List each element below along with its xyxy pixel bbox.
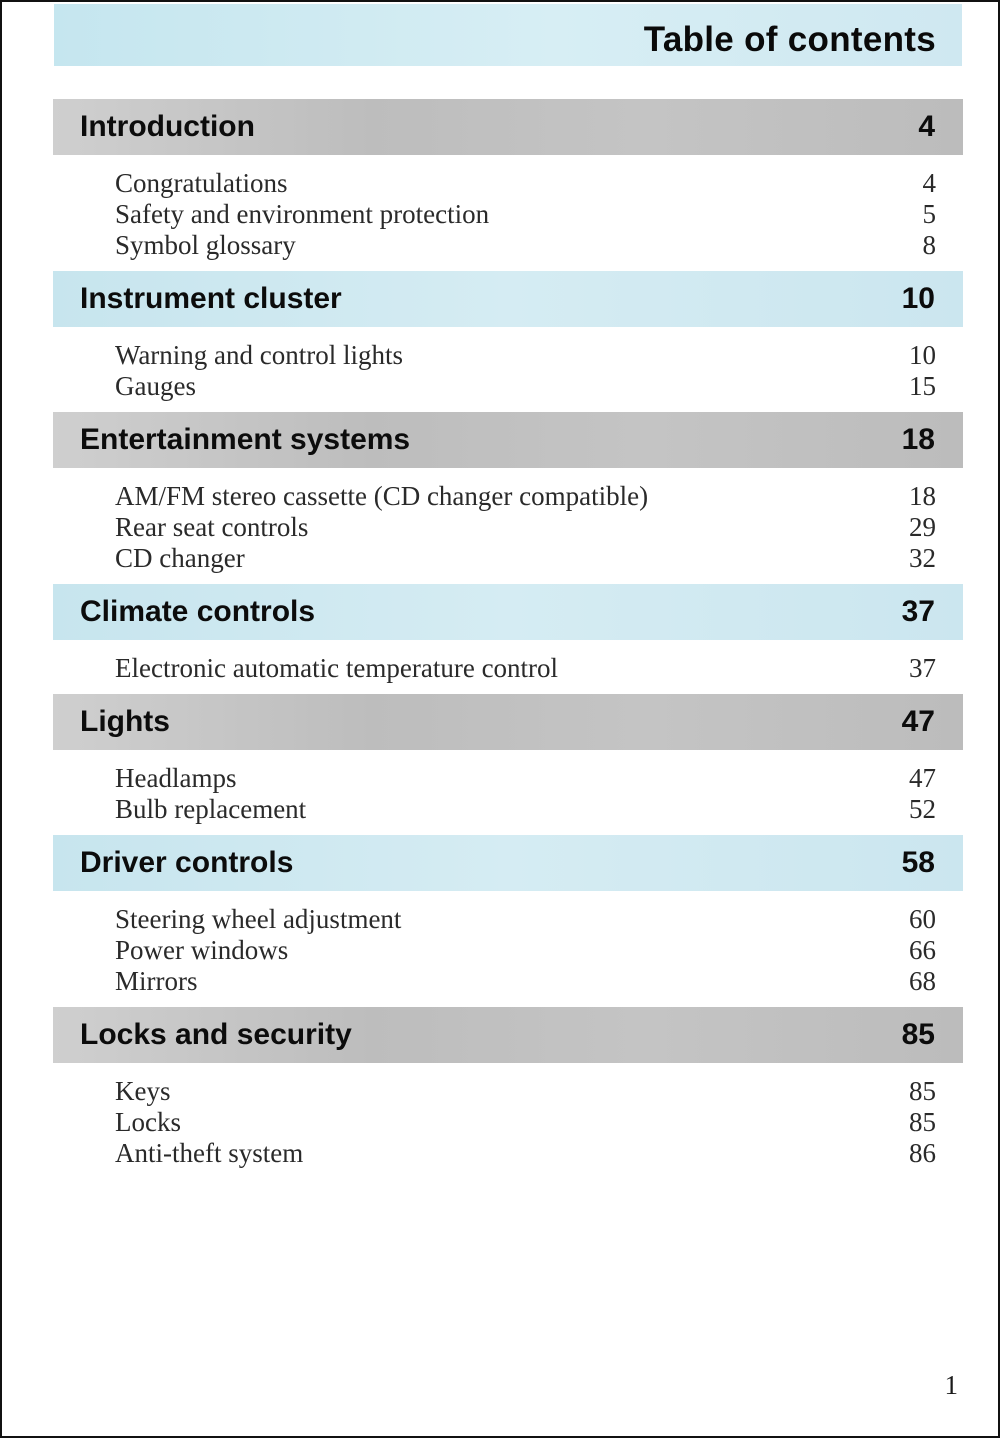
entry-title: Power windows (115, 935, 289, 965)
entry-title: Headlamps (115, 763, 237, 793)
section-title: Entertainment systems (80, 423, 411, 456)
entry-title: CD changer (115, 543, 245, 573)
entry-page-number: 60 (909, 904, 936, 934)
section-title: Lights (80, 705, 170, 738)
section-entries (0, 1063, 1000, 1179)
toc-entry[interactable] (115, 904, 936, 935)
entry-page-number: 85 (909, 1076, 936, 1106)
section-entries (0, 468, 1000, 584)
toc-entry[interactable] (115, 543, 936, 574)
entry-page-number: 52 (909, 794, 936, 824)
toc-entry[interactable] (115, 966, 936, 997)
section-title: Instrument cluster (80, 282, 342, 315)
entry-title: Keys (115, 1076, 171, 1106)
entry-page-number: 47 (909, 763, 936, 793)
entry-title: Locks (115, 1107, 181, 1137)
page-title: Table of contents (643, 20, 936, 59)
entry-title: AM/FM stereo cassette (CD changer compatible) (115, 481, 649, 511)
table-of-contents (0, 99, 1000, 1179)
entry-title: Congratulations (115, 168, 288, 198)
toc-entry[interactable] (115, 1076, 936, 1107)
entry-page-number: 15 (909, 371, 936, 401)
toc-entry[interactable] (115, 481, 936, 512)
toc-entry[interactable] (115, 794, 936, 825)
entry-page-number: 85 (909, 1107, 936, 1137)
toc-entry[interactable] (115, 653, 936, 684)
toc-entry[interactable] (115, 199, 936, 230)
entry-title: Symbol glossary (115, 230, 296, 260)
page-number: 1 (944, 1370, 958, 1400)
section-page-number: 18 (901, 423, 935, 456)
entry-title: Mirrors (115, 966, 198, 996)
section-page-number: 85 (901, 1018, 935, 1051)
toc-entry[interactable] (115, 168, 936, 199)
entry-title: Gauges (115, 371, 196, 401)
entry-page-number: 4 (922, 168, 936, 198)
section-page-number: 47 (901, 705, 935, 738)
section-title: Introduction (80, 110, 255, 143)
entry-page-number: 66 (909, 935, 936, 965)
entry-title: Steering wheel adjustment (115, 904, 402, 934)
entry-page-number: 29 (909, 512, 936, 542)
title-banner (54, 4, 962, 66)
entry-page-number: 10 (909, 340, 936, 370)
section-entries (0, 750, 1000, 835)
entry-page-number: 18 (909, 481, 936, 511)
section-entries (0, 891, 1000, 1007)
section-entries (0, 327, 1000, 412)
section-page-number: 4 (918, 110, 935, 143)
section-entries (0, 640, 1000, 694)
section-header[interactable] (53, 584, 963, 640)
section-page-number: 58 (901, 846, 935, 879)
section-title: Climate controls (80, 595, 316, 628)
section-title: Driver controls (80, 846, 294, 879)
entry-page-number: 5 (922, 199, 936, 229)
toc-entry[interactable] (115, 935, 936, 966)
section-entries (0, 155, 1000, 271)
entry-page-number: 86 (909, 1138, 936, 1168)
entry-page-number: 37 (909, 653, 936, 683)
section-header[interactable] (53, 694, 963, 750)
section-header[interactable] (53, 271, 963, 327)
entry-title: Electronic automatic temperature control (115, 653, 559, 683)
section-header[interactable] (53, 1007, 963, 1063)
entry-title: Anti-theft system (115, 1138, 304, 1168)
toc-entry[interactable] (115, 1138, 936, 1169)
toc-entry[interactable] (115, 340, 936, 371)
entry-title: Rear seat controls (115, 512, 309, 542)
toc-entry[interactable] (115, 1107, 936, 1138)
toc-entry[interactable] (115, 371, 936, 402)
section-header[interactable] (53, 835, 963, 891)
section-header[interactable] (53, 99, 963, 155)
toc-entry[interactable] (115, 512, 936, 543)
toc-entry[interactable] (115, 763, 936, 794)
section-page-number: 10 (901, 282, 935, 315)
section-title: Locks and security (80, 1018, 352, 1051)
entry-page-number: 32 (909, 543, 936, 573)
section-header[interactable] (53, 412, 963, 468)
toc-entry[interactable] (115, 230, 936, 261)
entry-title: Bulb replacement (115, 794, 307, 824)
entry-title: Safety and environment protection (115, 199, 490, 229)
section-page-number: 37 (901, 595, 935, 628)
entry-page-number: 8 (922, 230, 936, 260)
entry-title: Warning and control lights (115, 340, 404, 370)
entry-page-number: 68 (909, 966, 936, 996)
